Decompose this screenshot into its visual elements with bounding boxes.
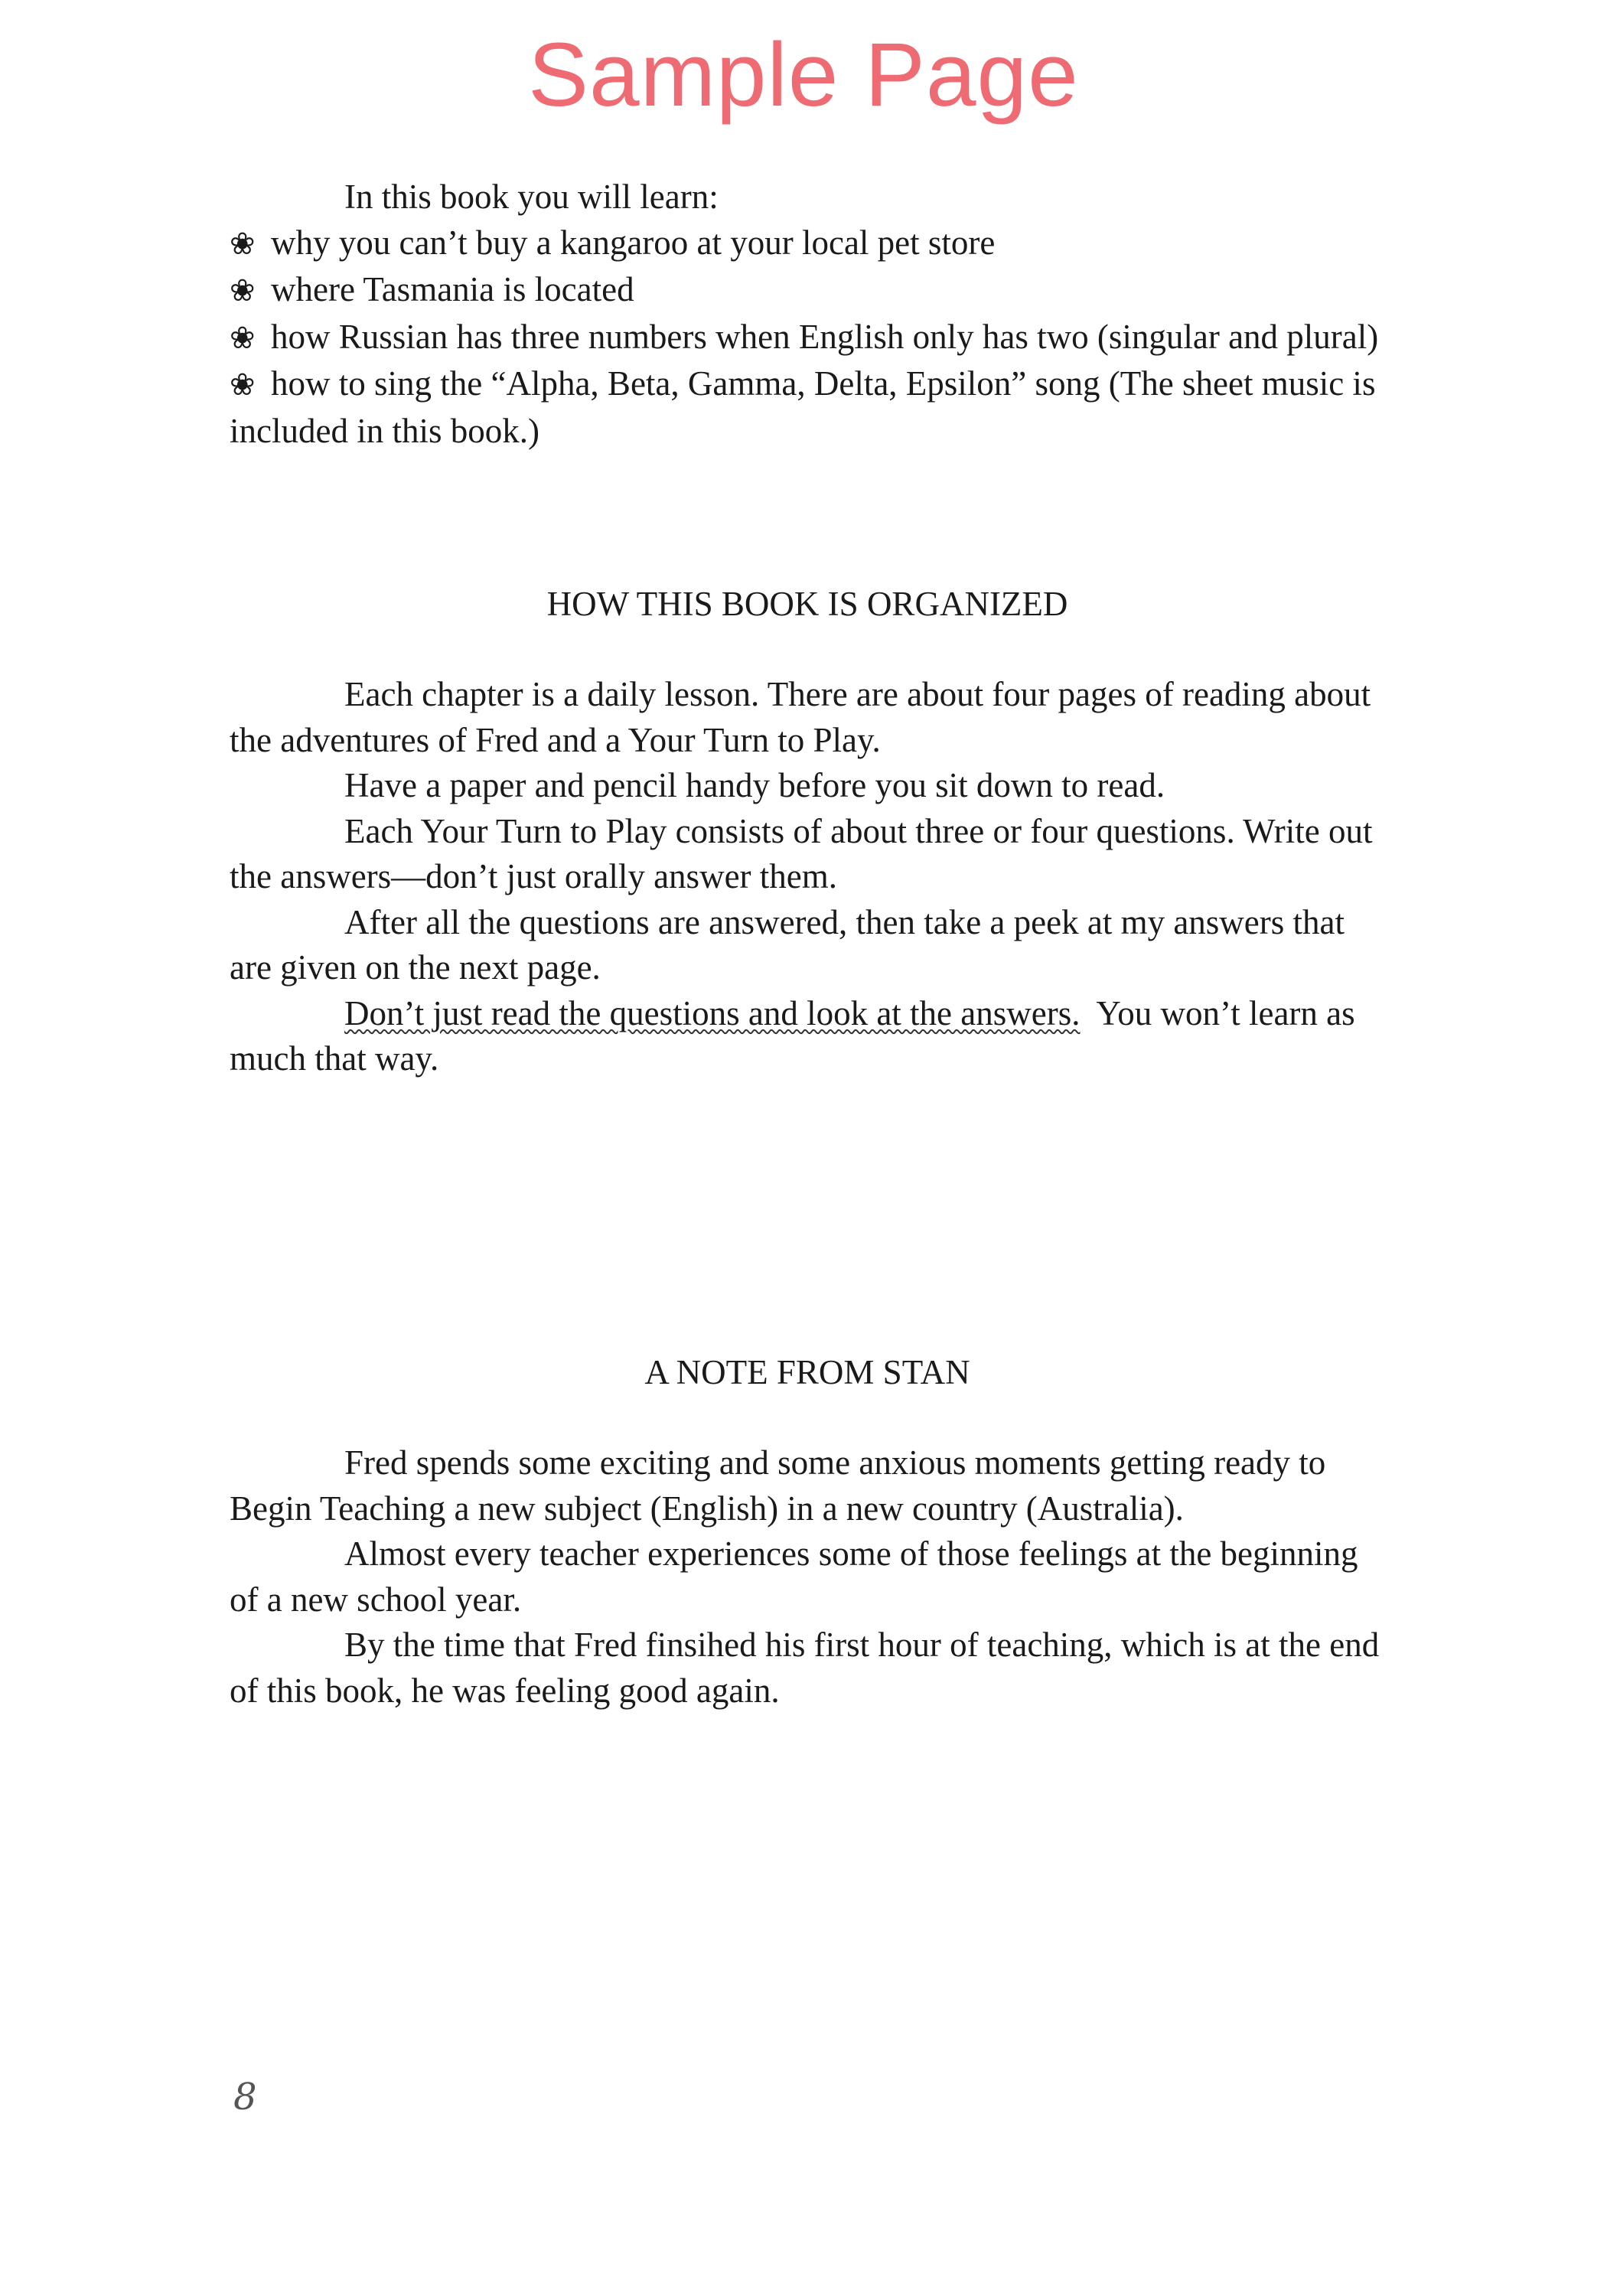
- list-item: [230, 267, 1385, 315]
- list-item-text: how Russian has three numbers when English only has two (singular and plural): [271, 317, 1379, 356]
- advice-continuation: You won’t learn as much that way.: [230, 993, 1364, 1078]
- organized-section: [230, 672, 1385, 1082]
- paragraph: Have a paper and pencil handy before you sit down to read.: [344, 766, 1165, 804]
- flower-bullet-icon: ❀: [230, 273, 256, 308]
- list-item-text: how to sing the “Alpha, Beta, Gamma, Delta, Epsilon” song (The sheet music is included in this book.): [230, 364, 1376, 450]
- list-item: [230, 315, 1385, 362]
- section-heading-organized: HOW THIS BOOK IS ORGANIZED: [546, 585, 1068, 623]
- underlined-advice: Don’t just read the questions and look at the answers.: [344, 993, 1081, 1032]
- note-section: [230, 1440, 1385, 1714]
- page-number: 8: [233, 2076, 257, 2118]
- intro-section: [230, 174, 1385, 454]
- intro-lead: In this book you will learn:: [344, 178, 719, 216]
- paragraph: [230, 991, 1385, 1082]
- paragraph: Fred spends some exciting and some anxious moments getting ready to Begin Teaching a new subject (English) in a new country (Australia).: [230, 1443, 1326, 1528]
- section-heading-note: A NOTE FROM STAN: [644, 1353, 970, 1391]
- paragraph: Each chapter is a daily lesson. There are about four pages of reading about the adventures of Fred and a Your Turn to Play.: [230, 675, 1371, 759]
- list-item-text: why you can’t buy a kangaroo at your local pet store: [271, 223, 996, 262]
- flower-bullet-icon: ❀: [230, 320, 256, 356]
- list-item: [230, 361, 1385, 454]
- list-item: [230, 220, 1385, 268]
- paragraph: Each Your Turn to Play consists of about three or four questions. Write out the answers—don’t just orally answer them.: [230, 811, 1373, 895]
- list-item-text: where Tasmania is located: [271, 270, 634, 308]
- paragraph: Almost every teacher experiences some of those feelings at the beginning of a new school year.: [230, 1534, 1358, 1619]
- flower-bullet-icon: ❀: [230, 226, 256, 262]
- sample-page-watermark: Sample Page: [528, 24, 1079, 126]
- flower-bullet-icon: ❀: [230, 367, 256, 403]
- paragraph: By the time that Fred finsihed his first hour of teaching, which is at the end of this book, he was feeling good again.: [230, 1626, 1380, 1710]
- paragraph: After all the questions are answered, then take a peek at my answers that are given on the next page.: [230, 902, 1345, 987]
